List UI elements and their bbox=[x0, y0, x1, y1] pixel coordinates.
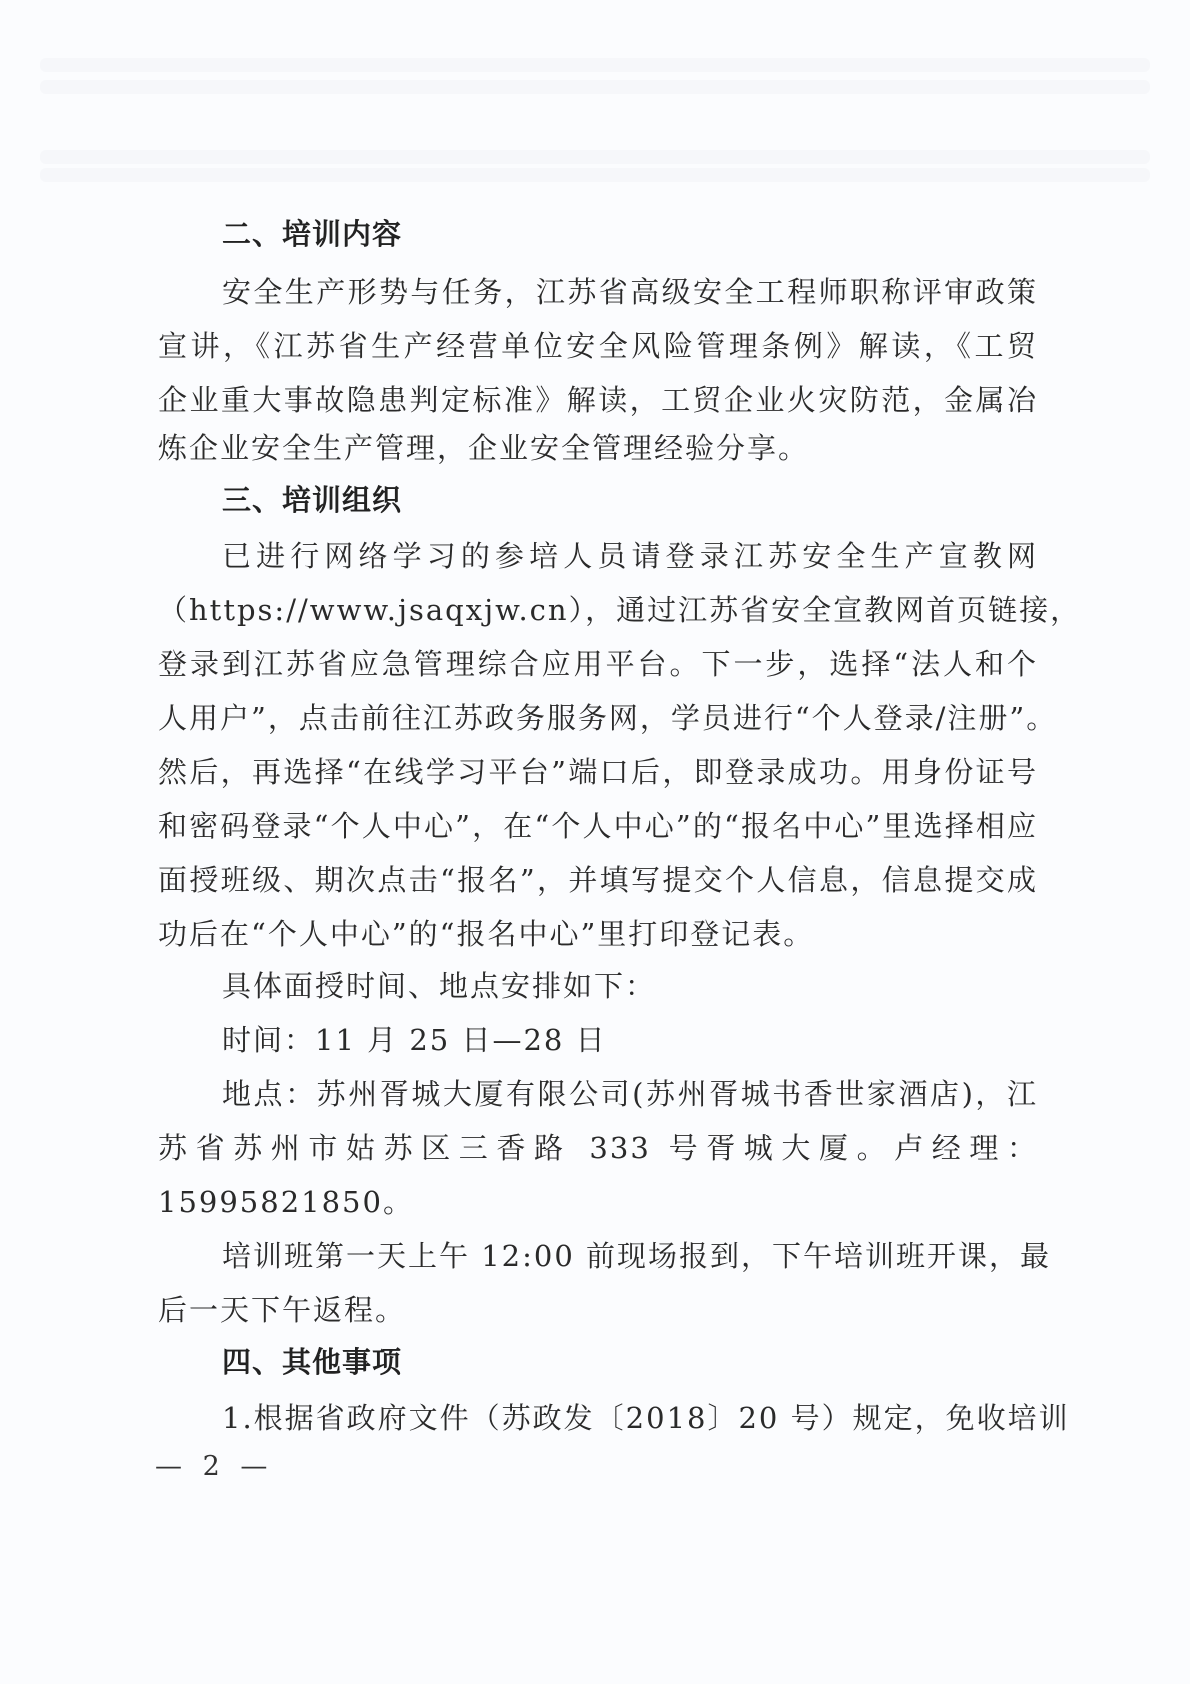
checkin-info: 后一天下午返程。 bbox=[158, 1293, 407, 1327]
section-heading-other-matters: 四、其他事项 bbox=[222, 1345, 403, 1379]
paragraph-line: 炼企业安全生产管理，企业安全管理经验分享。 bbox=[158, 431, 810, 465]
paragraph-line: 面授班级、期次点击“报名”，并填写提交个人信息，信息提交成 bbox=[158, 863, 1038, 897]
paragraph-line: 已进行网络学习的参培人员请登录江苏安全生产宣教网 bbox=[222, 539, 1038, 573]
page-number: — 2 — bbox=[155, 1451, 274, 1482]
schedule-location: 地点：苏州胥城大厦有限公司(苏州胥城书香世家酒店)，江 bbox=[222, 1077, 1038, 1111]
paragraph-line-with-url: （https://www.jsaqxjw.cn），通过江苏省安全宣教网首页链接， bbox=[158, 593, 1082, 627]
contact-phone: 15995821850。 bbox=[158, 1185, 414, 1219]
paragraph-line: 登录到江苏省应急管理综合应用平台。下一步，选择“法人和个 bbox=[158, 647, 1038, 681]
paragraph-line: 1.根据省政府文件（苏政发〔2018〕20 号）规定，免收培训 bbox=[222, 1401, 1070, 1435]
section-heading-training-organization: 三、培训组织 bbox=[222, 483, 403, 517]
paragraph-line: 安全生产形势与任务，江苏省高级安全工程师职称评审政策 bbox=[222, 275, 1038, 309]
scan-artifact bbox=[40, 150, 1150, 164]
paragraph-line: 然后，再选择“在线学习平台”端口后，即登录成功。用身份证号 bbox=[158, 755, 1038, 789]
paragraph-line: 人用户”，点击前往江苏政务服务网，学员进行“个人登录/注册”。 bbox=[158, 701, 1058, 735]
schedule-location: 苏省苏州市姑苏区三香路 333 号胥城大厦。卢经理： bbox=[158, 1131, 1038, 1165]
scan-artifact bbox=[40, 80, 1150, 94]
paragraph-line: 宣讲，《江苏省生产经营单位安全风险管理条例》解读，《工贸 bbox=[158, 329, 1038, 363]
scan-artifact bbox=[40, 168, 1150, 182]
section-heading-training-content: 二、培训内容 bbox=[222, 217, 403, 251]
paragraph-line: 企业重大事故隐患判定标准》解读，工贸企业火灾防范，金属冶 bbox=[158, 383, 1038, 417]
schedule-intro: 具体面授时间、地点安排如下： bbox=[222, 969, 657, 1003]
paragraph-line: 功后在“个人中心”的“报名中心”里打印登记表。 bbox=[158, 917, 815, 951]
checkin-info: 培训班第一天上午 12:00 前现场报到，下午培训班开课，最 bbox=[222, 1239, 1052, 1273]
schedule-time: 时间：11 月 25 日—28 日 bbox=[222, 1023, 607, 1057]
scan-artifact bbox=[40, 58, 1150, 72]
paragraph-line: 和密码登录“个人中心”，在“个人中心”的“报名中心”里选择相应 bbox=[158, 809, 1038, 843]
